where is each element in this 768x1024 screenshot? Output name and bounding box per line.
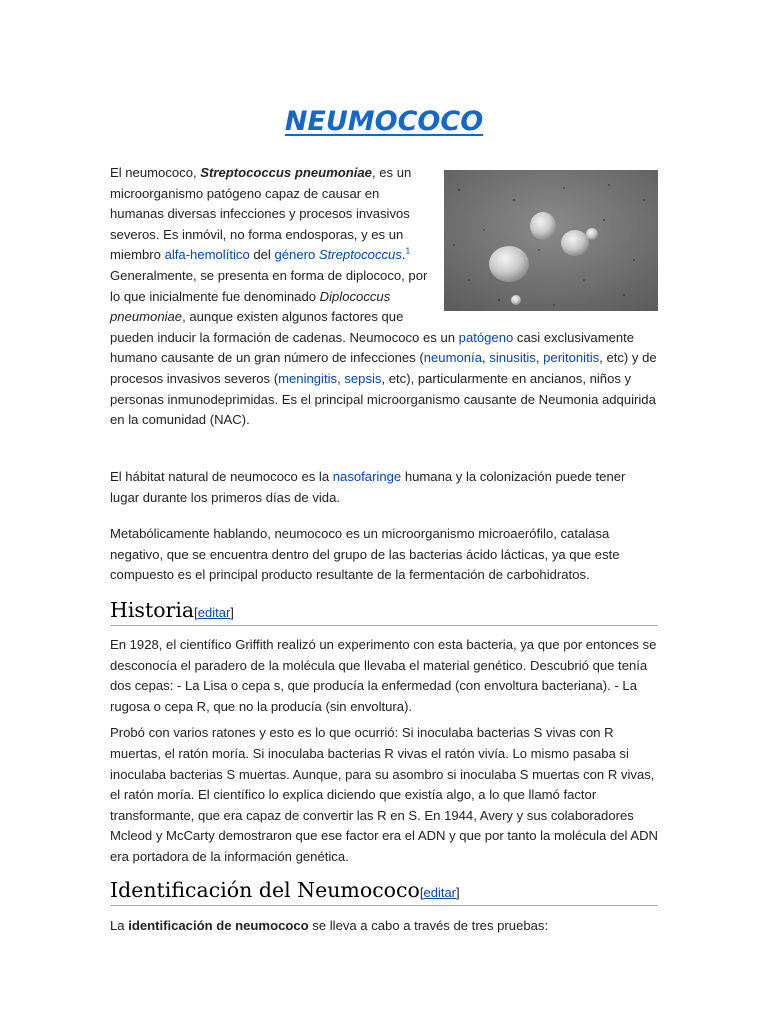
historia-edit: [editar] — [194, 605, 234, 620]
historia-section — [110, 635, 658, 868]
habitat-section — [110, 467, 658, 508]
link-neumonia[interactable]: neumonía — [423, 350, 482, 366]
historia-edit-link[interactable]: editar — [197, 605, 231, 620]
link-streptococcus[interactable]: Streptococcus — [318, 247, 402, 263]
identificacion-paragraph: La identificación de neumococo se lleva a cabo a través de tres pruebas: — [110, 918, 549, 933]
intro-paragraph: El neumococo, Streptococcus pneumoniae, es un microorganismo patógeno capaz de causar en humanas diversas infecciones y procesos invasivos severos. Es inmóvil, no forma endosporas, y es un miembro alfa-hemolítico del género Streptococcus.$^1$ Generalmente, se presenta en forma de diplococo, por lo que inicialmente fue denominado Diplococcus pneumoniae, aunque existen algunos factores que pueden inducir la formación de cadenas. Neumococo es un patógeno casi exclusivamente humano causante de un gran número de infecciones (neumonía, sinusitis, peritonitis, etc) y de procesos invasivos severos (meningitis, sepsis, etc), particularmente en ancianos, niños y personas inmunodeprimidas. Es el principal microorganismo causante de Neumonia adquirida en la comunidad (NAC). — [110, 165, 657, 428]
identificacion-edit-link[interactable]: editar — [423, 885, 457, 900]
habitat-paragraph: El hábitat natural de neumococo es la nasofaringe humana y la colonización puede tener lugar durante los primeros días de vida. — [110, 469, 626, 505]
page-title: NEUMOCOCO — [284, 106, 484, 137]
reference-1[interactable]: 1 — [405, 246, 411, 257]
metabolism-paragraph: Metabólicamente hablando, neumococo es un microorganismo microaerófilo, catalasa negativo, que se encuentra dentro del grupo de las bacterias ácido lácticas, ya que este compuesto es el principal producto resultante de la fermentación de carbohidratos. — [110, 526, 620, 583]
link-sepsis[interactable]: sepsis — [344, 370, 382, 386]
identificacion-section — [110, 916, 658, 937]
link-genero[interactable]: género — [274, 247, 316, 263]
link-peritonitis[interactable]: peritonitis — [543, 350, 600, 366]
link-sinusitis[interactable]: sinusitis — [489, 350, 536, 366]
identificacion-edit: [editar] — [419, 885, 460, 900]
link-nasofaringe[interactable]: nasofaringe — [332, 469, 402, 484]
historia-paragraph-2: Probó con varios ratones y esto es lo que ocurrió: Si inoculaba bacterias S vivas con R muertas, el ratón moría. Si inoculaba bacterias R vivas el ratón vivía. Lo mismo pasaba si inoculaba bacterias S muertas. Aunque, para su asombro si inoculaba S muertas con R vivas, el ratón moría. El científico lo explica diciendo que existía algo, a lo que llamó factor transformante, que era capaz de convertir las R en S. En 1944, Avery y sus colaboradores Mcleod y McCarty demostraron que ese factor era el ADN y que por tanto la molécula del ADN era portadora de la información genética. — [110, 725, 659, 864]
link-alfa-hemolitico[interactable]: alfa-hemolítico — [164, 247, 250, 263]
historia-heading: Historia[editar] — [110, 598, 658, 626]
intro-section — [110, 163, 658, 431]
micrograph-image — [444, 170, 658, 311]
metabolism-section — [110, 524, 658, 586]
historia-paragraph-1: En 1928, el científico Griffith realizó un experimento con esta bacteria, ya que por entonces se desconocía el paradero de la molécula que llevaba el material genético. Descubrió que tenía dos cepas: - La Lisa o cepa s, que producía la enfermedad (con envoltura bacteriana). - La rugosa o cepa R, que no la producía (sin envoltura). — [110, 637, 657, 714]
identificacion-heading: Identificación del Neumococo[editar] — [110, 878, 658, 906]
link-meningitis[interactable]: meningitis — [278, 370, 338, 386]
link-patogeno[interactable]: patógeno — [458, 329, 514, 345]
